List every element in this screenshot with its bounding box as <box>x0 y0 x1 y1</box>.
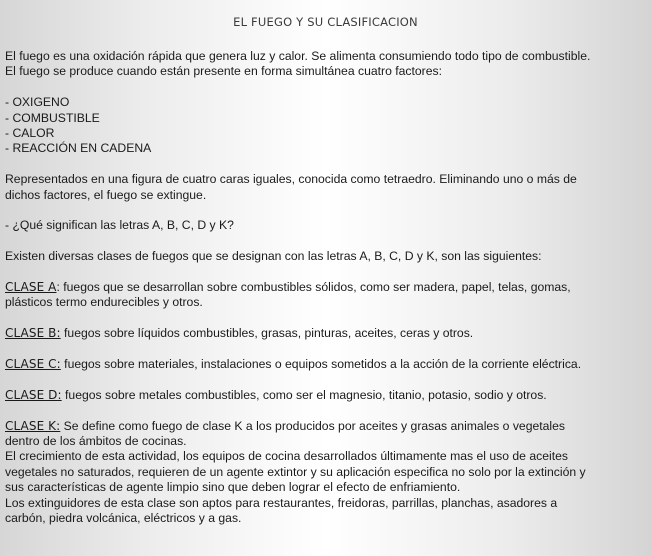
clase-k-line: dentro de los ámbitos de cocinas. <box>5 434 187 449</box>
clase-k-line: vegetales no saturados, requieren de un agente extintor y su aplicación especifica no solo por la extinción y <box>5 464 586 479</box>
clase-k-section <box>5 419 646 527</box>
clase-b-text: fuegos sobre líquidos combustibles, grasas, pinturas, aceites, ceras y otros. <box>60 326 474 341</box>
tetraedro-line: Representados en una figura de cuatro caras iguales, conocida como tetraedro. Eliminando uno o más de <box>5 172 577 187</box>
clase-a-line <box>5 280 646 295</box>
clase-d-section <box>5 388 646 403</box>
tetraedro-line: dichos factores, el fuego se extingue. <box>5 187 207 202</box>
clase-d-label: CLASE D: <box>5 387 62 402</box>
clase-k-line: Los extinguidores de esta clase son aptos para restaurantes, freidoras, parrillas, planchas, asadores a <box>5 495 558 510</box>
clase-k-line: El crecimiento de esta actividad, los equipos de cocina desarrollados últimamente mas el uso de aceites <box>5 449 568 464</box>
clase-k-label: CLASE K: <box>5 418 61 433</box>
tetraedro-paragraph <box>5 172 646 203</box>
clase-c-text: fuegos sobre materiales, instalaciones o equipos sometidos a la acción de la corriente eléctrica. <box>60 357 582 372</box>
clase-a-text: : fuegos que se desarrollan sobre combustibles sólidos, como ser madera, papel, telas, gomas, <box>56 280 571 295</box>
clase-k-line: sus características de agente limpio sino que deben lograr el efecto de enfriamiento. <box>5 480 461 495</box>
clase-a-section <box>5 280 646 311</box>
clase-c-label: CLASE C: <box>5 357 61 372</box>
clase-b-section <box>5 326 646 341</box>
clase-k-text: Se define como fuego de clase K a los producidos por aceites y grasas animales o vegetales <box>60 418 566 433</box>
clase-k-line <box>5 419 646 434</box>
clase-a-label: CLASE A <box>5 280 57 295</box>
clase-c-section <box>5 357 646 372</box>
factor-item: - CALOR <box>5 126 55 141</box>
factor-item: - OXIGENO <box>5 95 70 110</box>
factor-item: - REACCIÓN EN CADENA <box>5 141 152 156</box>
page-title: EL FUEGO Y SU CLASIFICACION <box>233 15 418 29</box>
clase-a-line: plásticos termo endurecibles y otros. <box>5 295 203 310</box>
classes-intro: Existen diversas clases de fuegos que se designan con las letras A, B, C, D y K, son las siguientes: <box>5 249 542 264</box>
factors-list <box>5 95 646 157</box>
intro-paragraph <box>5 49 646 80</box>
intro-line: El fuego se produce cuando están presente en forma simultánea cuatro factores: <box>5 64 442 79</box>
clase-b-label: CLASE B: <box>5 326 61 341</box>
clase-d-text: fuegos sobre metales combustibles, como ser el magnesio, titanio, potasio, sodio y otros. <box>61 387 547 402</box>
clase-k-line: carbón, piedra volcánica, eléctricos y a gas. <box>5 511 242 526</box>
factor-item: - COMBUSTIBLE <box>5 110 100 125</box>
intro-line: El fuego es una oxidación rápida que genera luz y calor. Se alimenta consumiendo todo tipo de combustible. <box>5 49 591 63</box>
question-line: - ¿Qué significan las letras A, B, C, D y K? <box>5 218 234 233</box>
